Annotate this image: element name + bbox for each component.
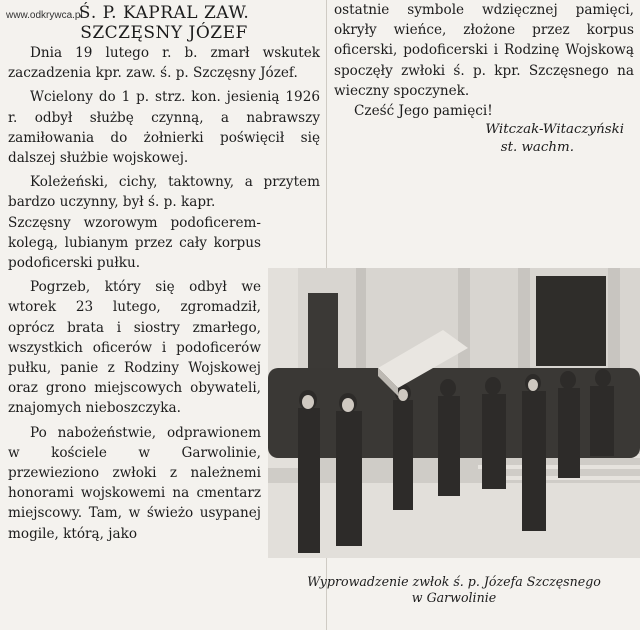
watermark: www.odkrywca.pl <box>6 10 83 21</box>
paragraph-character: Koleżeński, cichy, taktowny, a przytem bardzo uczynny, był ś. p. kapr. <box>8 174 320 211</box>
paragraph-burial: Po nabożeństwie, odprawionem w kościele w Garwolinie, przewieziono zwłoki z należnemi honorami wojskowemi na cmentarz miejscowy. Tam, w świeżo usypanej mogile, którą, jako <box>8 424 261 542</box>
signature-name: Witczak-Witaczyński <box>485 122 624 138</box>
article-title-line-1: Ś. P. KAPRAL ZAW. <box>78 3 250 23</box>
salute-line: Cześć Jego pamięci! <box>354 103 493 120</box>
article-title-line-2: SZCZĘSNY JÓZEF <box>80 23 248 43</box>
photo-caption <box>268 574 640 606</box>
signature-rank: st. wachm. <box>500 140 574 156</box>
paragraph-funeral: Pogrzeb, który się odbył we wtorek 23 lutego, zgromadził, oprócz brata i siostry zmarłego, wszystkich oficerów i podoficerów pułku, panie z Rodziny Wojskowej oraz grono miejscowych obywateli, znajomych nieboszczyka. <box>8 279 261 417</box>
right-column <box>334 0 634 157</box>
funeral-photo <box>268 268 640 558</box>
photo-caption-line-2: w Garwolinie <box>411 590 497 605</box>
paragraph-death-notice: Dnia 19 lutego r. b. zmarł wskutek zaczadzenia kpr. zaw. ś. p. Szczęsny Józef. <box>8 45 320 82</box>
narrow-text-block <box>8 213 261 544</box>
paragraph-service: Wcielony do 1 p. strz. kon. jesienią 1926 r. odbył służbę czynną, a nabrawszy zamiłowania do żołnierki poświęcił się dalszej służbie wojskowej. <box>8 89 320 167</box>
paragraph-burial-cont: ostatnie symbole wdzięcznej pamięci, okryły wieńce, złożone przez korpus oficerski, podoficerski i Rodzinę Wojskową spoczęły zwłoki ś. p. kpr. Szczęsnego na wieczny spoczynek. <box>334 2 634 99</box>
photo-caption-line-1: Wyprowadzenie zwłok ś. p. Józefa Szczęsnego <box>307 574 601 589</box>
paragraph-character-cont: Szczęsny wzorowym podoficerem-kolegą, lubianym przez cały korpus podoficerski pułku. <box>8 214 261 272</box>
funeral-photo-illustration <box>268 268 640 558</box>
